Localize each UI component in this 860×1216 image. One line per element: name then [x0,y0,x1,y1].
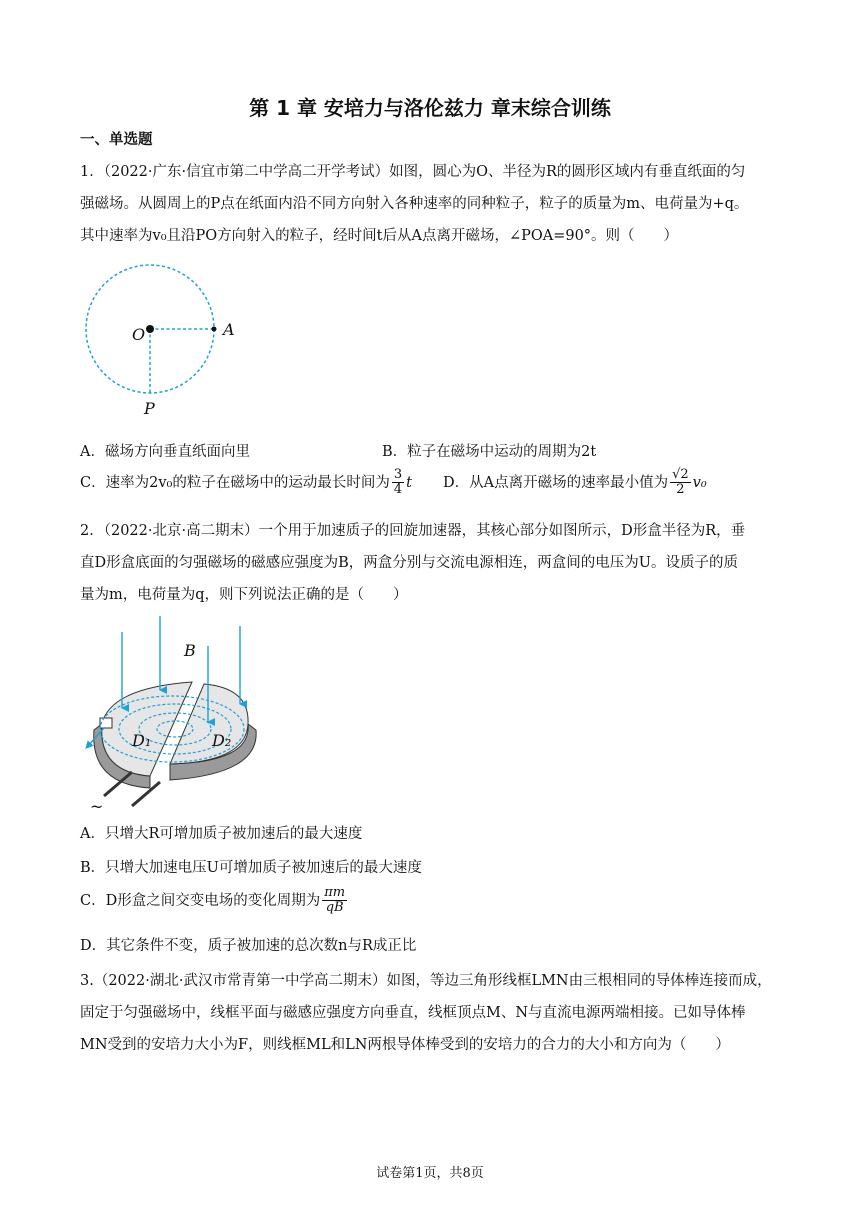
q2-option-d: D．其它条件不变，质子被加速的总次数n与R成正比 [80,938,417,954]
q2-option-c [80,886,349,916]
q1-line-1: 1．（2022·广东·信宜市第二中学高二开学考试）如图，圆心为O、半径为R的圆形区域内有垂直纸面的匀 [80,164,746,180]
point-a [212,327,217,332]
q2-line-1: 2．（2022·北京·高二期末）一个用于加速质子的回旋加速器，其核心部分如图所示，D形盒半径为R，垂 [80,523,746,539]
label-p: P [144,399,155,418]
q1-option-c-suffix: t [406,474,412,491]
page-footer: 试卷第1页，共8页 [376,1166,484,1181]
q2-cyclotron-figure [80,612,270,812]
q1-circle-figure [80,258,250,418]
q2-option-b: B．只增大加速电压U可增加质子被加速后的最大速度 [80,860,422,876]
q1-option-d-denominator: 2 [676,482,685,498]
q1-option-c [80,468,412,498]
q1-option-d [443,468,707,498]
label-d2: D₂ [212,731,232,750]
ac-source-symbol: ~ [90,797,104,812]
q2-option-c-denominator: qB [325,900,344,916]
q3-line-3: MN受到的安培力大小为F，则线框ML和LN两根导体棒受到的安培力的合力的大小和方向为（ ） [80,1037,730,1053]
q1-option-c-fraction [392,468,404,498]
q2-option-c-fraction [322,886,347,916]
q1-option-c-numerator: 3 [393,467,403,482]
q2-option-c-numerator: πm [324,885,346,900]
q1-option-d-fraction [670,468,691,498]
label-a: A [223,320,235,339]
q1-option-c-text: C．速率为2v₀的粒子在磁场中的运动最长时间为 [80,474,390,491]
q1-option-b: B．粒子在磁场中运动的周期为2t [382,444,597,460]
q3-line-1: 3.（2022·湖北·武汉市常青第一中学高二期末）如图，等边三角形线框LMN由三根相同的导体棒连接而成， [80,973,772,989]
q1-option-d-suffix: v₀ [692,474,707,491]
section-heading: 一、单选题 [80,132,153,148]
q1-option-d-text: D．从A点离开磁场的速率最小值为 [443,474,669,491]
q1-option-a: A．磁场方向垂直纸面向里 [80,444,250,460]
label-b: B [184,641,196,660]
label-o: O [132,325,146,344]
q1-line-2: 强磁场。从圆周上的P点在纸面内沿不同方向射入各种速率的同种粒子，粒子的质量为m、电荷量为+q。 [80,196,749,212]
q2-option-a: A．只增大R可增加质子被加速后的最大速度 [80,826,363,842]
label-d1: D₁ [132,731,152,750]
q1-option-c-denominator: 4 [393,482,403,498]
q2-option-c-text: C．D形盒之间交变电场的变化周期为 [80,892,321,909]
page-title: 第 1 章 安培力与洛伦兹力 章末综合训练 [249,96,611,120]
q1-option-d-numerator: √2 [672,467,689,482]
q2-line-2: 直D形盒底面的匀强磁场的磁感应强度为B，两盒分别与交流电源相连，两盒间的电压为U。设质子的质 [80,555,738,571]
q1-line-3: 其中速率为v₀且沿PO方向射入的粒子，经时间t后从A点离开磁场，∠POA=90°。则（ ） [80,228,679,244]
q2-line-3: 量为m，电荷量为q，则下列说法正确的是（ ） [80,587,408,603]
q3-line-2: 固定于匀强磁场中，线框平面与磁感应强度方向垂直，线框顶点M、N与直流电源两端相接。已如导体棒 [80,1005,746,1021]
center-point-o [146,325,154,333]
